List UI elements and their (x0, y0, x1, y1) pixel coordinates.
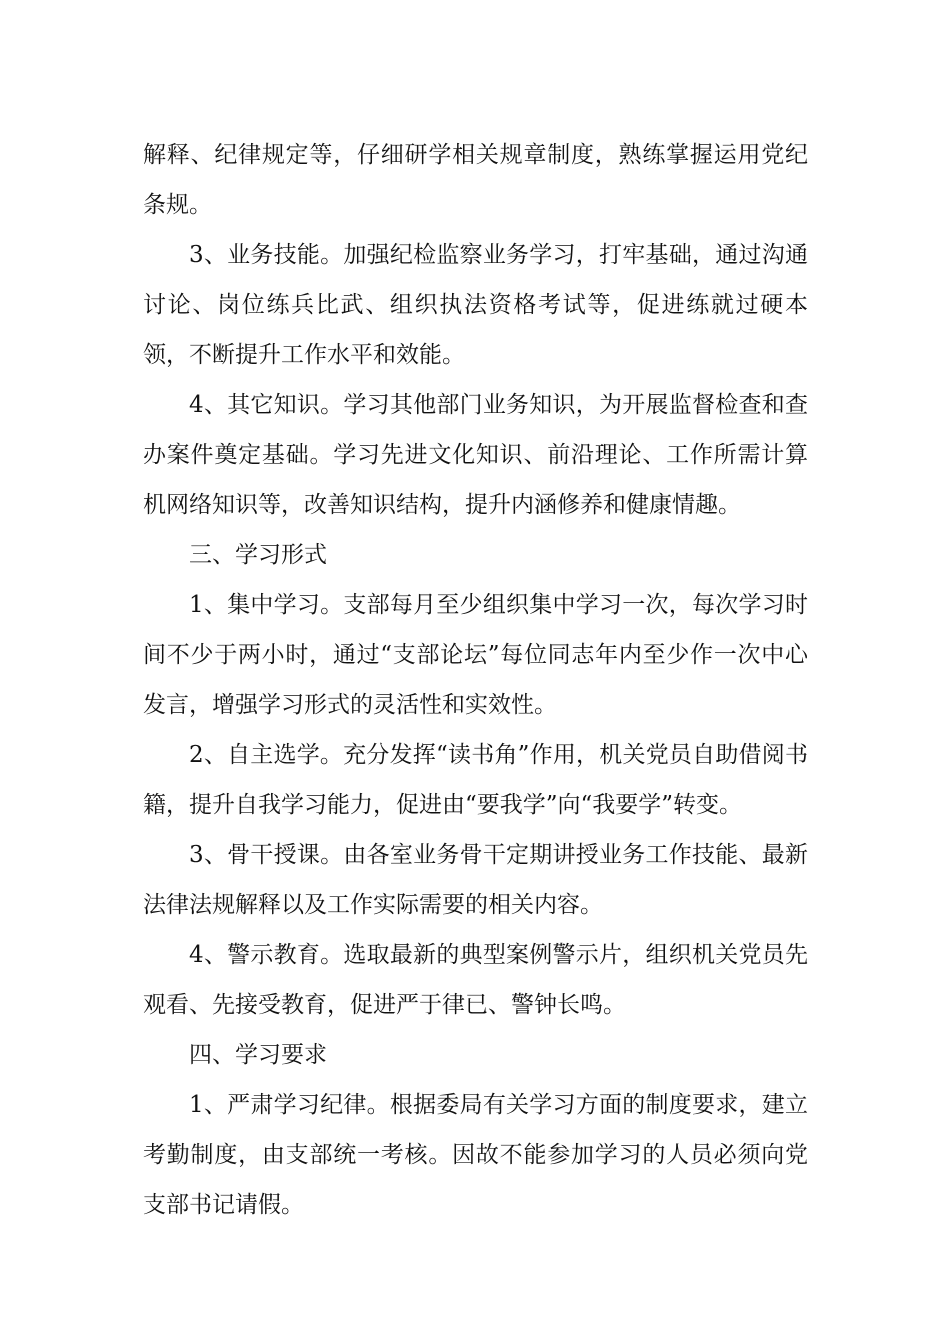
section-heading-learning-forms: 三、学习形式 (189, 542, 327, 568)
paragraph-learning-discipline: 1、严肃学习纪律。根据委局有关学习方面的制度要求，建立考勤制度，由支部统一考核。因故不能参加学习的人员必须向党支部书记请假。 (143, 1092, 808, 1218)
paragraph-self-study: 2、自主选学。充分发挥“读书角”作用，机关党员自助借阅书籍，提升自我学习能力，促进由“要我学”向“我要学”转变。 (143, 742, 808, 818)
document-body (143, 130, 808, 1230)
section-heading-learning-requirements: 四、学习要求 (189, 1042, 327, 1068)
paragraph-warning-education: 4、警示教育。选取最新的典型案例警示片，组织机关党员先观看、先接受教育，促进严于律已、警钟长鸣。 (143, 942, 808, 1018)
paragraph-other-knowledge: 4、其它知识。学习其他部门业务知识，为开展监督检查和查办案件奠定基础。学习先进文化知识、前沿理论、工作所需计算机网络知识等，改善知识结构，提升内涵修养和健康情趣。 (143, 392, 808, 518)
paragraph-business-skills: 3、业务技能。加强纪检监察业务学习，打牢基础，通过沟通讨论、岗位练兵比武、组织执法资格考试等，促进练就过硬本领，不断提升工作水平和效能。 (143, 242, 808, 368)
paragraph-centralized-learning: 1、集中学习。支部每月至少组织集中学习一次，每次学习时间不少于两小时，通过“支部论坛”每位同志年内至少作一次中心发言，增强学习形式的灵活性和实效性。 (143, 592, 808, 718)
paragraph-backbone-lectures: 3、骨干授课。由各室业务骨干定期讲授业务工作技能、最新法律法规解释以及工作实际需要的相关内容。 (143, 842, 808, 918)
paragraph-continuation: 解释、纪律规定等，仔细研学相关规章制度，熟练掌握运用党纪条规。 (143, 142, 808, 218)
